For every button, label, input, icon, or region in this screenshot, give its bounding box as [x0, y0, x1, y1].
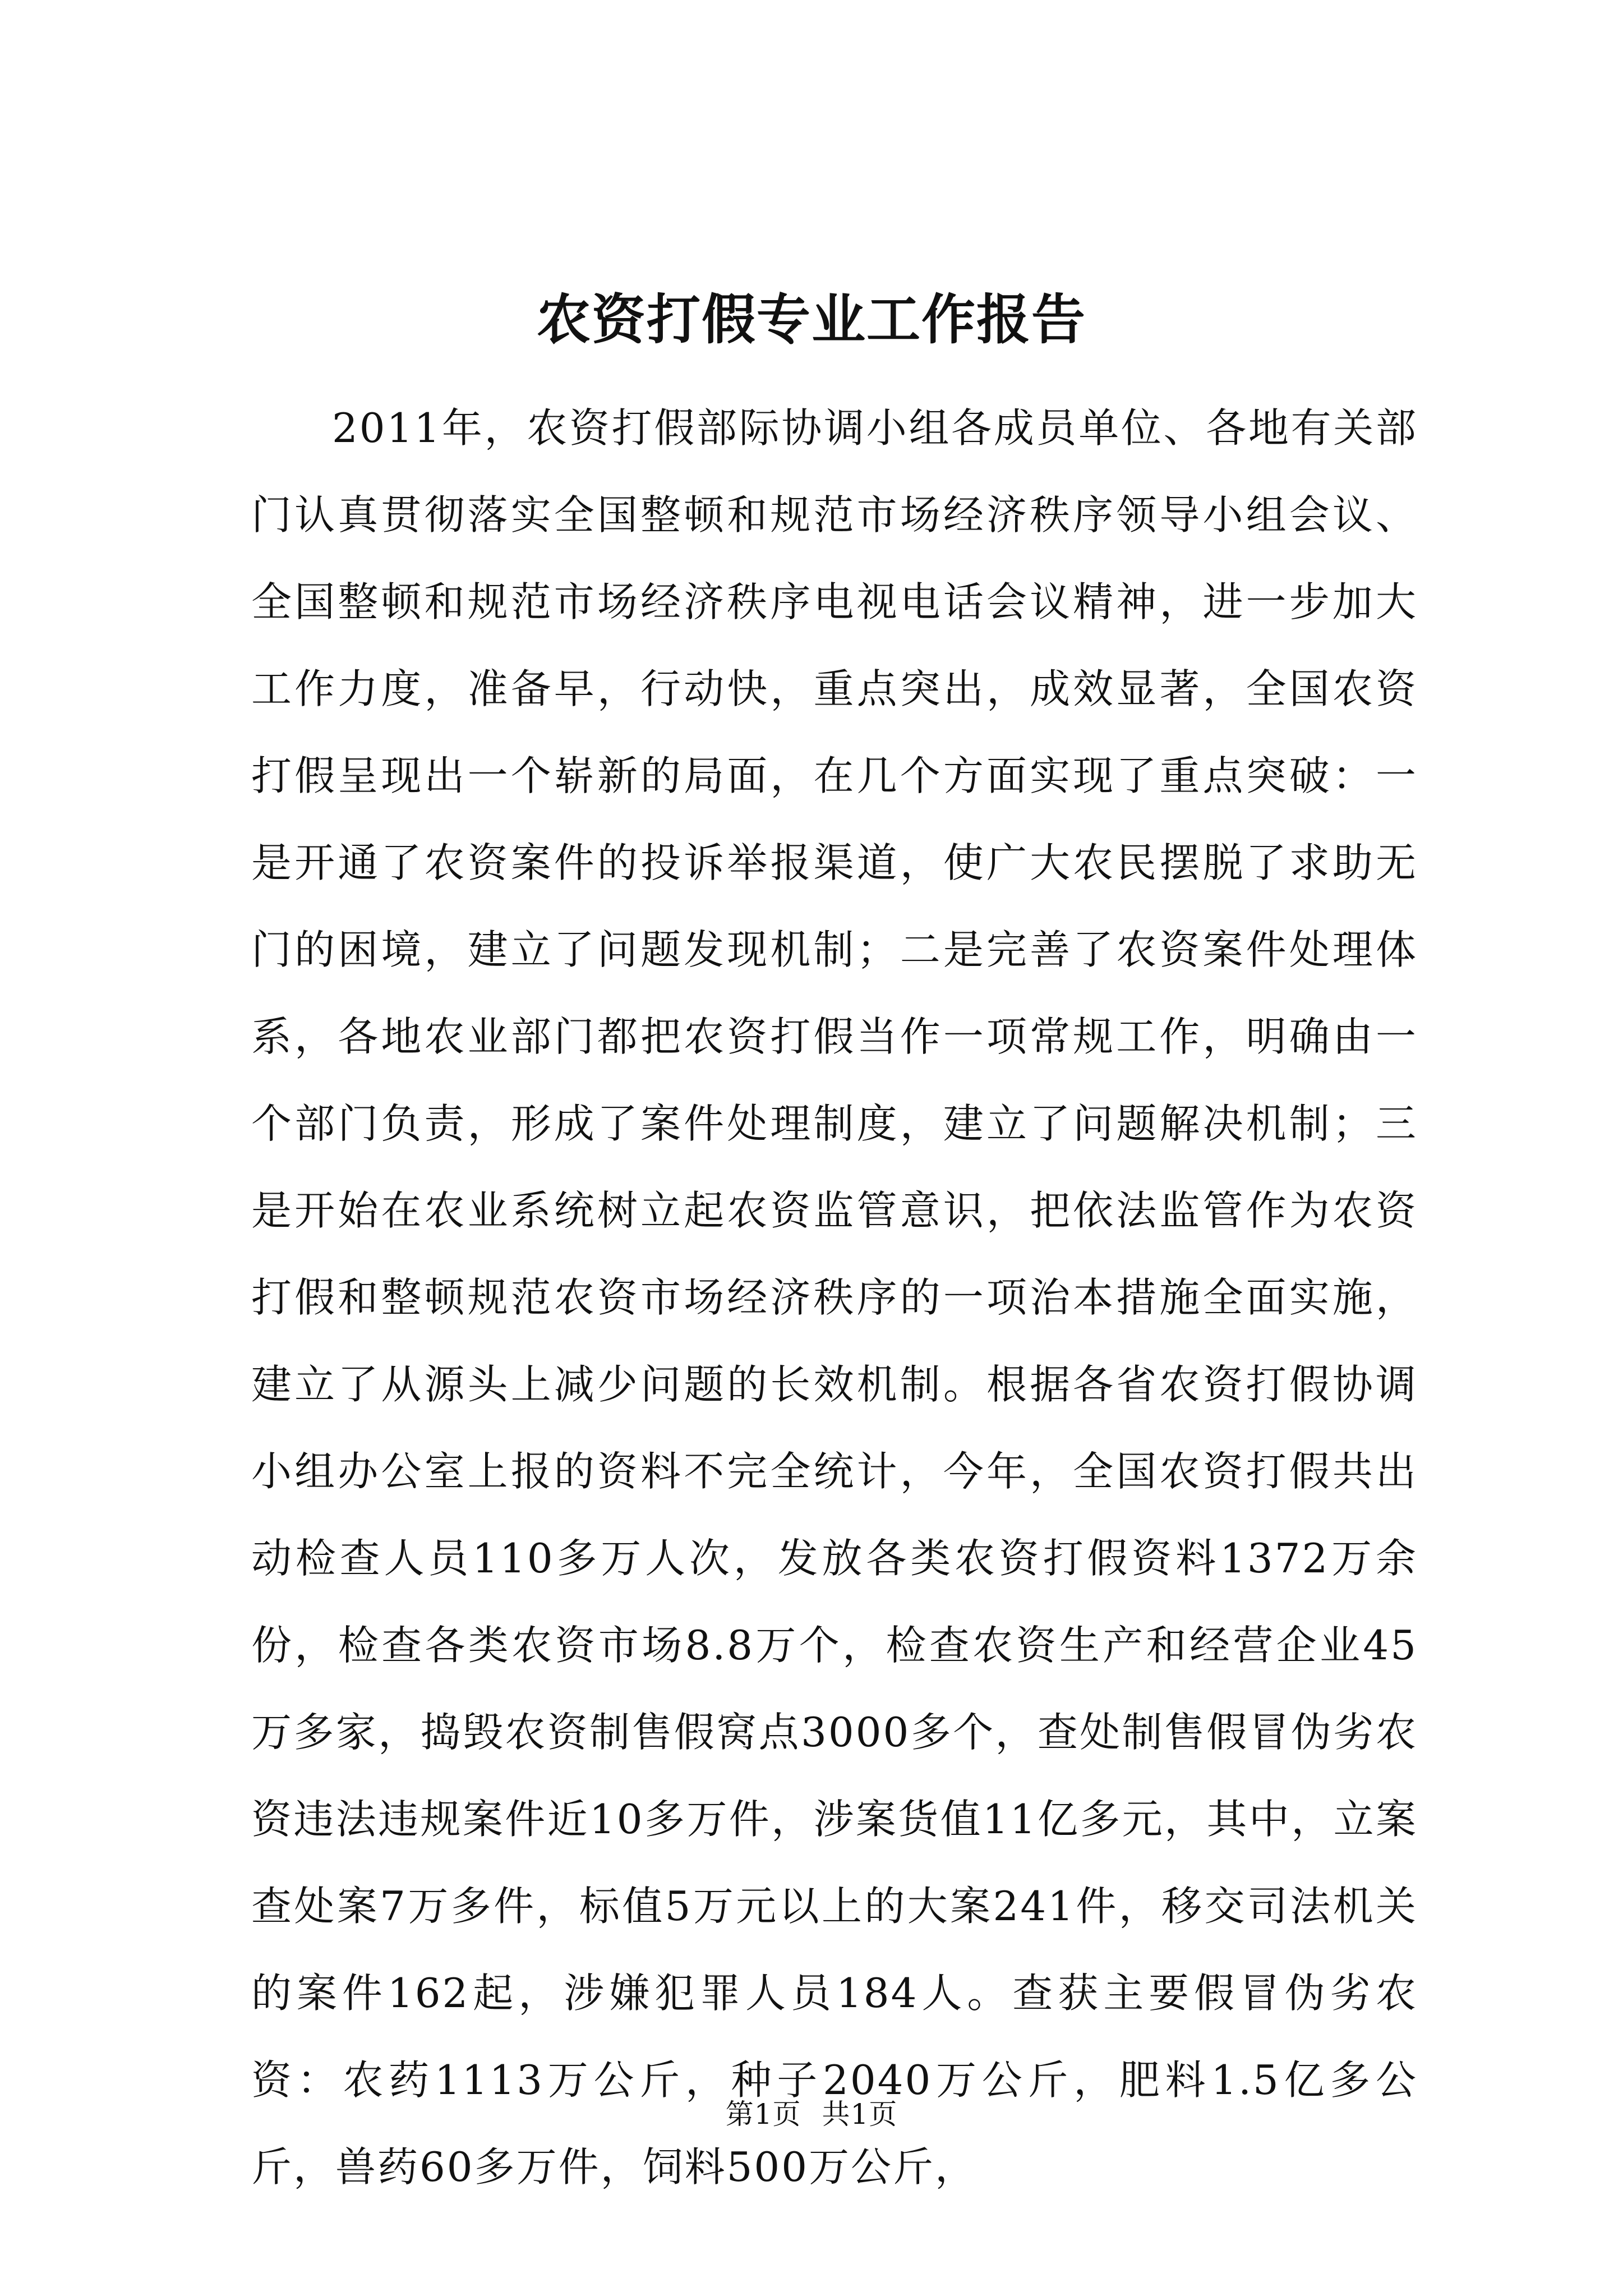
page-footer [0, 2095, 1623, 2134]
document-title: 农资打假专业工作报告 [537, 288, 1086, 351]
page-total: 共1页 [822, 2098, 898, 2131]
document-body-paragraph: 2011年，农资打假部际协调小组各成员单位、各地有关部门认真贯彻落实全国整顿和规范市场经济秩序领导小组会议、全国整顿和规范市场经济秩序电视电话会议精神，进一步加大工作力度，准备早，行动快，重点突出，成效显著，全国农资打假呈现出一个崭新的局面，在几个方面实现了重点突破：一是开通了农资案件的投诉举报渠道，使广大农民摆脱了求助无门的困境，建立了问题发现机制；二是完善了农资案件处理体系，各地农业部门都把农资打假当作一项常规工作，明确由一个部门负责，形成了案件处理制度，建立了问题解决机制；三是开始在农业系统树立起农资监管意识，把依法监管作为农资打假和整顿规范农资市场经济秩序的一项治本措施全面实施，建立了从源头上减少问题的长效机制。根据各省农资打假协调小组办公室上报的资料不完全统计，今年，全国农资打假共出动检查人员110多万人次，发放各类农资打假资料1372万余份，检查各类农资市场8.8万个，检查农资生产和经营企业45万多家，捣毁农资制售假窝点3000多个，查处制售假冒伪劣农资违法违规案件近10多万件，涉案货值11亿多元，其中，立案查处案7万多件，标值5万元以上的大案241件，移交司法机关的案件162起，涉嫌犯罪人员184人。查获主要假冒伪劣农资：农药1113万公斤，种子2040万公斤，肥料1.5亿多公斤，兽药60多万件，饲料500万公斤， [251, 404, 1418, 2191]
page-number: 第1页 [725, 2098, 801, 2131]
